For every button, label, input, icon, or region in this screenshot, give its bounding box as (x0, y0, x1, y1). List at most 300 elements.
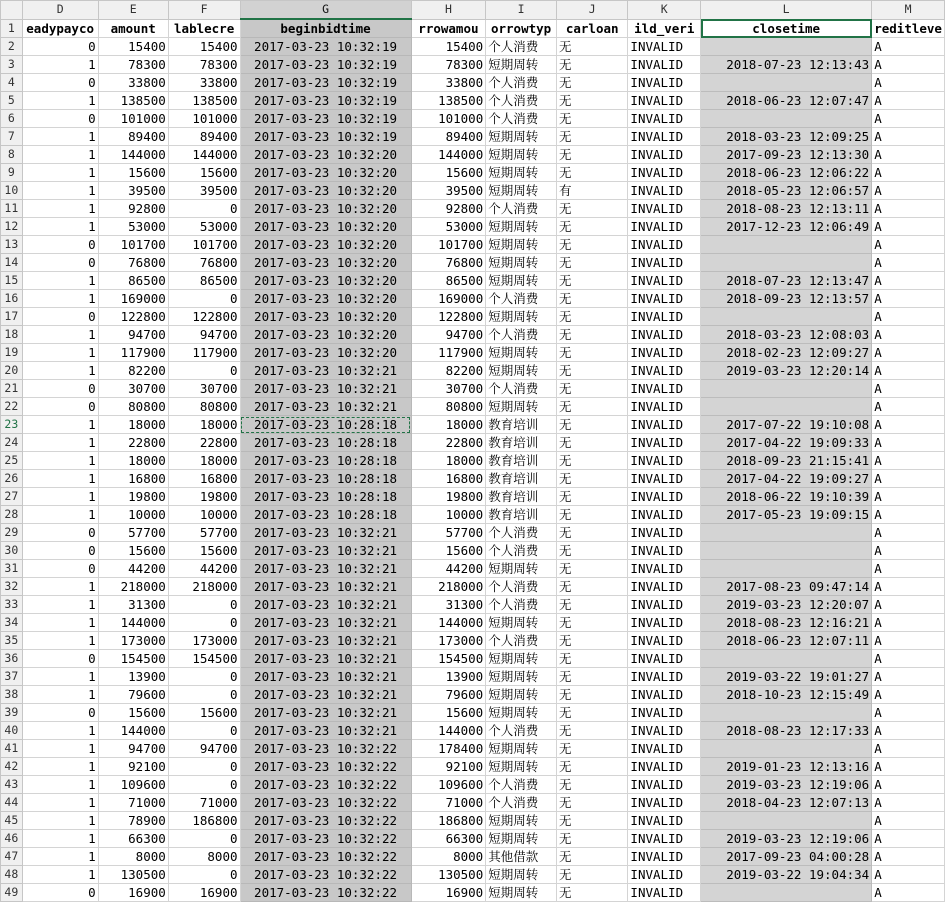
cell-F-36[interactable]: 154500 (168, 650, 240, 668)
cell-F-32[interactable]: 218000 (168, 578, 240, 596)
row-number[interactable]: 41 (1, 740, 23, 758)
cell-G-13[interactable]: 2017-03-23 10:32:20 (240, 236, 411, 254)
cell-H-49[interactable]: 16900 (411, 884, 486, 902)
cell-E-43[interactable]: 109600 (98, 776, 168, 794)
cell-M-47[interactable]: A (872, 848, 945, 866)
cell-E-5[interactable]: 138500 (98, 92, 168, 110)
cell-H-21[interactable]: 30700 (411, 380, 486, 398)
cell-D-11[interactable]: 1 (22, 200, 98, 218)
cell-M-29[interactable]: A (872, 524, 945, 542)
cell-K-34[interactable]: INVALID (628, 614, 701, 632)
cell-K-29[interactable]: INVALID (628, 524, 701, 542)
cell-D-34[interactable]: 1 (22, 614, 98, 632)
cell-I-23[interactable]: 教育培训 (486, 416, 557, 434)
column-header-M[interactable]: M (872, 1, 945, 20)
cell-E-3[interactable]: 78300 (98, 56, 168, 74)
cell-F-40[interactable]: 0 (168, 722, 240, 740)
cell-D-21[interactable]: 0 (22, 380, 98, 398)
cell-L-33[interactable]: 2019-03-23 12:20:07 (701, 596, 872, 614)
cell-E-25[interactable]: 18000 (98, 452, 168, 470)
cell-G-5[interactable]: 2017-03-23 10:32:19 (240, 92, 411, 110)
cell-E-17[interactable]: 122800 (98, 308, 168, 326)
row-number[interactable]: 4 (1, 74, 23, 92)
cell-G-47[interactable]: 2017-03-23 10:32:22 (240, 848, 411, 866)
cell-M-14[interactable]: A (872, 254, 945, 272)
cell-K-18[interactable]: INVALID (628, 326, 701, 344)
cell-G-39[interactable]: 2017-03-23 10:32:21 (240, 704, 411, 722)
cell-D-17[interactable]: 0 (22, 308, 98, 326)
cell-K-4[interactable]: INVALID (628, 74, 701, 92)
cell-H-36[interactable]: 154500 (411, 650, 486, 668)
cell-J-46[interactable]: 无 (556, 830, 627, 848)
cell-G-43[interactable]: 2017-03-23 10:32:22 (240, 776, 411, 794)
cell-I-16[interactable]: 个人消费 (486, 290, 557, 308)
cell-G-21[interactable]: 2017-03-23 10:32:21 (240, 380, 411, 398)
cell-K-47[interactable]: INVALID (628, 848, 701, 866)
cell-G-29[interactable]: 2017-03-23 10:32:21 (240, 524, 411, 542)
cell-K-39[interactable]: INVALID (628, 704, 701, 722)
cell-H-38[interactable]: 79600 (411, 686, 486, 704)
cell-F-6[interactable]: 101000 (168, 110, 240, 128)
cell-G-38[interactable]: 2017-03-23 10:32:21 (240, 686, 411, 704)
cell-E-45[interactable]: 78900 (98, 812, 168, 830)
cell-M-11[interactable]: A (872, 200, 945, 218)
cell-I-7[interactable]: 短期周转 (486, 128, 557, 146)
cell-H-32[interactable]: 218000 (411, 578, 486, 596)
cell-D-49[interactable]: 0 (22, 884, 98, 902)
cell-M-32[interactable]: A (872, 578, 945, 596)
cell-K-20[interactable]: INVALID (628, 362, 701, 380)
cell-I-31[interactable]: 短期周转 (486, 560, 557, 578)
cell-D-35[interactable]: 1 (22, 632, 98, 650)
cell-F-19[interactable]: 117900 (168, 344, 240, 362)
cell-H-4[interactable]: 33800 (411, 74, 486, 92)
cell-F-24[interactable]: 22800 (168, 434, 240, 452)
cell-F-12[interactable]: 53000 (168, 218, 240, 236)
cell-D-37[interactable]: 1 (22, 668, 98, 686)
cell-K-13[interactable]: INVALID (628, 236, 701, 254)
cell-L-25[interactable]: 2018-09-23 21:15:41 (701, 452, 872, 470)
cell-M-7[interactable]: A (872, 128, 945, 146)
cell-K-46[interactable]: INVALID (628, 830, 701, 848)
cell-H-5[interactable]: 138500 (411, 92, 486, 110)
cell-M-41[interactable]: A (872, 740, 945, 758)
cell-K-24[interactable]: INVALID (628, 434, 701, 452)
cell-K-11[interactable]: INVALID (628, 200, 701, 218)
cell-J-5[interactable]: 无 (556, 92, 627, 110)
cell-F-37[interactable]: 0 (168, 668, 240, 686)
cell-G-19[interactable]: 2017-03-23 10:32:20 (240, 344, 411, 362)
row-number[interactable]: 27 (1, 488, 23, 506)
cell-L-46[interactable]: 2019-03-23 12:19:06 (701, 830, 872, 848)
cell-G-26[interactable]: 2017-03-23 10:28:18 (240, 470, 411, 488)
cell-G-49[interactable]: 2017-03-23 10:32:22 (240, 884, 411, 902)
cell-H-42[interactable]: 92100 (411, 758, 486, 776)
column-header-H[interactable]: H (411, 1, 486, 20)
cell-F-30[interactable]: 15600 (168, 542, 240, 560)
cell-L-39[interactable] (701, 704, 872, 722)
cell-K-35[interactable]: INVALID (628, 632, 701, 650)
cell-H-14[interactable]: 76800 (411, 254, 486, 272)
cell-L-12[interactable]: 2017-12-23 12:06:49 (701, 218, 872, 236)
cell-G-33[interactable]: 2017-03-23 10:32:21 (240, 596, 411, 614)
cell-K-8[interactable]: INVALID (628, 146, 701, 164)
cell-H-8[interactable]: 144000 (411, 146, 486, 164)
cell-M-33[interactable]: A (872, 596, 945, 614)
row-number[interactable]: 34 (1, 614, 23, 632)
cell-D-38[interactable]: 1 (22, 686, 98, 704)
cell-G-25[interactable]: 2017-03-23 10:28:18 (240, 452, 411, 470)
cell-L-7[interactable]: 2018-03-23 12:09:25 (701, 128, 872, 146)
cell-I-36[interactable]: 短期周转 (486, 650, 557, 668)
cell-E-22[interactable]: 80800 (98, 398, 168, 416)
cell-I-43[interactable]: 个人消费 (486, 776, 557, 794)
cell-J-4[interactable]: 无 (556, 74, 627, 92)
cell-F-22[interactable]: 80800 (168, 398, 240, 416)
cell-I-42[interactable]: 短期周转 (486, 758, 557, 776)
cell-L-21[interactable] (701, 380, 872, 398)
cell-D-2[interactable]: 0 (22, 38, 98, 56)
cell-E-32[interactable]: 218000 (98, 578, 168, 596)
cell-E-26[interactable]: 16800 (98, 470, 168, 488)
cell-M-16[interactable]: A (872, 290, 945, 308)
cell-F-18[interactable]: 94700 (168, 326, 240, 344)
cell-M-45[interactable]: A (872, 812, 945, 830)
cell-D-26[interactable]: 1 (22, 470, 98, 488)
cell-D-46[interactable]: 1 (22, 830, 98, 848)
cell-L-36[interactable] (701, 650, 872, 668)
cell-K-31[interactable]: INVALID (628, 560, 701, 578)
cell-H-28[interactable]: 10000 (411, 506, 486, 524)
cell-H-48[interactable]: 130500 (411, 866, 486, 884)
cell-M-8[interactable]: A (872, 146, 945, 164)
cell-F-17[interactable]: 122800 (168, 308, 240, 326)
cell-M-31[interactable]: A (872, 560, 945, 578)
cell-F-13[interactable]: 101700 (168, 236, 240, 254)
cell-E-38[interactable]: 79600 (98, 686, 168, 704)
cell-M-30[interactable]: A (872, 542, 945, 560)
cell-K-21[interactable]: INVALID (628, 380, 701, 398)
cell-D-19[interactable]: 1 (22, 344, 98, 362)
cell-I-9[interactable]: 短期周转 (486, 164, 557, 182)
cell-E-21[interactable]: 30700 (98, 380, 168, 398)
cell-F-9[interactable]: 15600 (168, 164, 240, 182)
cell-I-5[interactable]: 个人消费 (486, 92, 557, 110)
cell-I-45[interactable]: 短期周转 (486, 812, 557, 830)
cell-L-5[interactable]: 2018-06-23 12:07:47 (701, 92, 872, 110)
cell-K-5[interactable]: INVALID (628, 92, 701, 110)
cell-M-9[interactable]: A (872, 164, 945, 182)
cell-J-18[interactable]: 无 (556, 326, 627, 344)
cell-H-10[interactable]: 39500 (411, 182, 486, 200)
cell-F-45[interactable]: 186800 (168, 812, 240, 830)
column-header-D[interactable]: D (22, 1, 98, 20)
cell-H-29[interactable]: 57700 (411, 524, 486, 542)
row-number[interactable]: 17 (1, 308, 23, 326)
cell-J-41[interactable]: 无 (556, 740, 627, 758)
cell-H-18[interactable]: 94700 (411, 326, 486, 344)
cell-L-17[interactable] (701, 308, 872, 326)
cell-K-28[interactable]: INVALID (628, 506, 701, 524)
row-number[interactable]: 38 (1, 686, 23, 704)
cell-E-48[interactable]: 130500 (98, 866, 168, 884)
cell-H-41[interactable]: 178400 (411, 740, 486, 758)
row-number[interactable]: 44 (1, 794, 23, 812)
cell-G-14[interactable]: 2017-03-23 10:32:20 (240, 254, 411, 272)
cell-G-2[interactable]: 2017-03-23 10:32:19 (240, 38, 411, 56)
select-all-corner[interactable] (1, 1, 23, 20)
cell-J-24[interactable]: 无 (556, 434, 627, 452)
cell-M-18[interactable]: A (872, 326, 945, 344)
cell-H-2[interactable]: 15400 (411, 38, 486, 56)
cell-J-35[interactable]: 无 (556, 632, 627, 650)
cell-F-10[interactable]: 39500 (168, 182, 240, 200)
cell-F-11[interactable]: 0 (168, 200, 240, 218)
cell-F-27[interactable]: 19800 (168, 488, 240, 506)
cell-H-13[interactable]: 101700 (411, 236, 486, 254)
row-number[interactable]: 9 (1, 164, 23, 182)
cell-H-47[interactable]: 8000 (411, 848, 486, 866)
row-number[interactable]: 47 (1, 848, 23, 866)
cell-F-7[interactable]: 89400 (168, 128, 240, 146)
cell-L-3[interactable]: 2018-07-23 12:13:43 (701, 56, 872, 74)
cell-G-20[interactable]: 2017-03-23 10:32:21 (240, 362, 411, 380)
cell-F-14[interactable]: 76800 (168, 254, 240, 272)
cell-J-9[interactable]: 无 (556, 164, 627, 182)
row-number[interactable]: 16 (1, 290, 23, 308)
cell-E-16[interactable]: 169000 (98, 290, 168, 308)
cell-D-42[interactable]: 1 (22, 758, 98, 776)
cell-J-23[interactable]: 无 (556, 416, 627, 434)
cell-D-45[interactable]: 1 (22, 812, 98, 830)
cell-G-40[interactable]: 2017-03-23 10:32:21 (240, 722, 411, 740)
cell-K-25[interactable]: INVALID (628, 452, 701, 470)
cell-E-49[interactable]: 16900 (98, 884, 168, 902)
cell-D-39[interactable]: 0 (22, 704, 98, 722)
cell-I-25[interactable]: 教育培训 (486, 452, 557, 470)
cell-M-26[interactable]: A (872, 470, 945, 488)
cell-L-15[interactable]: 2018-07-23 12:13:47 (701, 272, 872, 290)
cell-J-22[interactable]: 无 (556, 398, 627, 416)
cell-M-35[interactable]: A (872, 632, 945, 650)
row-number[interactable]: 33 (1, 596, 23, 614)
row-number[interactable]: 15 (1, 272, 23, 290)
cell-H-7[interactable]: 89400 (411, 128, 486, 146)
cell-K-19[interactable]: INVALID (628, 344, 701, 362)
cell-D-43[interactable]: 1 (22, 776, 98, 794)
row-number[interactable]: 42 (1, 758, 23, 776)
cell-I-39[interactable]: 短期周转 (486, 704, 557, 722)
cell-K-42[interactable]: INVALID (628, 758, 701, 776)
cell-J-2[interactable]: 无 (556, 38, 627, 56)
cell-L-9[interactable]: 2018-06-23 12:06:22 (701, 164, 872, 182)
cell-H-3[interactable]: 78300 (411, 56, 486, 74)
cell-J-19[interactable]: 无 (556, 344, 627, 362)
cell-I-3[interactable]: 短期周转 (486, 56, 557, 74)
cell-G-17[interactable]: 2017-03-23 10:32:20 (240, 308, 411, 326)
cell-M-28[interactable]: A (872, 506, 945, 524)
cell-G-11[interactable]: 2017-03-23 10:32:20 (240, 200, 411, 218)
cell-E-39[interactable]: 15600 (98, 704, 168, 722)
cell-M-34[interactable]: A (872, 614, 945, 632)
cell-D-14[interactable]: 0 (22, 254, 98, 272)
cell-G-31[interactable]: 2017-03-23 10:32:21 (240, 560, 411, 578)
cell-F-2[interactable]: 15400 (168, 38, 240, 56)
cell-E-41[interactable]: 94700 (98, 740, 168, 758)
cell-I-22[interactable]: 短期周转 (486, 398, 557, 416)
cell-L-30[interactable] (701, 542, 872, 560)
cell-M-19[interactable]: A (872, 344, 945, 362)
cell-G-9[interactable]: 2017-03-23 10:32:20 (240, 164, 411, 182)
cell-M-22[interactable]: A (872, 398, 945, 416)
cell-I-13[interactable]: 短期周转 (486, 236, 557, 254)
cell-E-40[interactable]: 144000 (98, 722, 168, 740)
cell-M-43[interactable]: A (872, 776, 945, 794)
cell-E-8[interactable]: 144000 (98, 146, 168, 164)
row-number[interactable]: 32 (1, 578, 23, 596)
cell-D-30[interactable]: 0 (22, 542, 98, 560)
cell-H-15[interactable]: 86500 (411, 272, 486, 290)
cell-I-18[interactable]: 个人消费 (486, 326, 557, 344)
cell-E-7[interactable]: 89400 (98, 128, 168, 146)
cell-E-47[interactable]: 8000 (98, 848, 168, 866)
cell-M-48[interactable]: A (872, 866, 945, 884)
cell-L-22[interactable] (701, 398, 872, 416)
cell-D-33[interactable]: 1 (22, 596, 98, 614)
cell-K-43[interactable]: INVALID (628, 776, 701, 794)
cell-F-43[interactable]: 0 (168, 776, 240, 794)
cell-G-42[interactable]: 2017-03-23 10:32:22 (240, 758, 411, 776)
cell-M-40[interactable]: A (872, 722, 945, 740)
cell-I-46[interactable]: 短期周转 (486, 830, 557, 848)
cell-K-3[interactable]: INVALID (628, 56, 701, 74)
cell-I-4[interactable]: 个人消费 (486, 74, 557, 92)
cell-G-44[interactable]: 2017-03-23 10:32:22 (240, 794, 411, 812)
cell-K-6[interactable]: INVALID (628, 110, 701, 128)
cell-G-7[interactable]: 2017-03-23 10:32:19 (240, 128, 411, 146)
column-header-F[interactable]: F (168, 1, 240, 20)
cell-G-46[interactable]: 2017-03-23 10:32:22 (240, 830, 411, 848)
cell-G-48[interactable]: 2017-03-23 10:32:22 (240, 866, 411, 884)
cell-F-33[interactable]: 0 (168, 596, 240, 614)
column-header-J[interactable]: J (556, 1, 627, 20)
cell-I-44[interactable]: 个人消费 (486, 794, 557, 812)
cell-F-31[interactable]: 44200 (168, 560, 240, 578)
cell-F-26[interactable]: 16800 (168, 470, 240, 488)
cell-F-16[interactable]: 0 (168, 290, 240, 308)
cell-H-11[interactable]: 92800 (411, 200, 486, 218)
row-number[interactable]: 40 (1, 722, 23, 740)
cell-F-28[interactable]: 10000 (168, 506, 240, 524)
cell-I-2[interactable]: 个人消费 (486, 38, 557, 56)
cell-I-17[interactable]: 短期周转 (486, 308, 557, 326)
cell-F-38[interactable]: 0 (168, 686, 240, 704)
row-number[interactable]: 24 (1, 434, 23, 452)
cell-D-6[interactable]: 0 (22, 110, 98, 128)
cell-H-30[interactable]: 15600 (411, 542, 486, 560)
cell-I-35[interactable]: 个人消费 (486, 632, 557, 650)
cell-J-32[interactable]: 无 (556, 578, 627, 596)
cell-L-16[interactable]: 2018-09-23 12:13:57 (701, 290, 872, 308)
cell-E-10[interactable]: 39500 (98, 182, 168, 200)
cell-E-29[interactable]: 57700 (98, 524, 168, 542)
cell-K-26[interactable]: INVALID (628, 470, 701, 488)
cell-M-10[interactable]: A (872, 182, 945, 200)
cell-I-37[interactable]: 短期周转 (486, 668, 557, 686)
cell-K-33[interactable]: INVALID (628, 596, 701, 614)
cell-M-25[interactable]: A (872, 452, 945, 470)
cell-H-34[interactable]: 144000 (411, 614, 486, 632)
cell-G-10[interactable]: 2017-03-23 10:32:20 (240, 182, 411, 200)
row-number[interactable]: 35 (1, 632, 23, 650)
cell-E-31[interactable]: 44200 (98, 560, 168, 578)
cell-H-43[interactable]: 109600 (411, 776, 486, 794)
cell-K-10[interactable]: INVALID (628, 182, 701, 200)
cell-D-3[interactable]: 1 (22, 56, 98, 74)
cell-D-28[interactable]: 1 (22, 506, 98, 524)
cell-F-44[interactable]: 71000 (168, 794, 240, 812)
cell-I-32[interactable]: 个人消费 (486, 578, 557, 596)
cell-K-38[interactable]: INVALID (628, 686, 701, 704)
row-number[interactable]: 30 (1, 542, 23, 560)
cell-D-8[interactable]: 1 (22, 146, 98, 164)
cell-D-20[interactable]: 1 (22, 362, 98, 380)
row-number[interactable]: 5 (1, 92, 23, 110)
cell-H-20[interactable]: 82200 (411, 362, 486, 380)
cell-L-2[interactable] (701, 38, 872, 56)
cell-G-18[interactable]: 2017-03-23 10:32:20 (240, 326, 411, 344)
field-header-cell[interactable]: closetime (701, 19, 872, 38)
cell-G-28[interactable]: 2017-03-23 10:28:18 (240, 506, 411, 524)
cell-L-44[interactable]: 2018-04-23 12:07:13 (701, 794, 872, 812)
cell-H-35[interactable]: 173000 (411, 632, 486, 650)
cell-L-6[interactable] (701, 110, 872, 128)
cell-L-31[interactable] (701, 560, 872, 578)
cell-H-44[interactable]: 71000 (411, 794, 486, 812)
cell-G-41[interactable]: 2017-03-23 10:32:22 (240, 740, 411, 758)
cell-I-8[interactable]: 短期周转 (486, 146, 557, 164)
cell-F-29[interactable]: 57700 (168, 524, 240, 542)
cell-M-49[interactable]: A (872, 884, 945, 902)
cell-E-34[interactable]: 144000 (98, 614, 168, 632)
cell-D-16[interactable]: 1 (22, 290, 98, 308)
cell-H-24[interactable]: 22800 (411, 434, 486, 452)
cell-F-42[interactable]: 0 (168, 758, 240, 776)
cell-L-8[interactable]: 2017-09-23 12:13:30 (701, 146, 872, 164)
cell-I-14[interactable]: 短期周转 (486, 254, 557, 272)
cell-L-41[interactable] (701, 740, 872, 758)
cell-I-49[interactable]: 短期周转 (486, 884, 557, 902)
cell-M-44[interactable]: A (872, 794, 945, 812)
cell-F-15[interactable]: 86500 (168, 272, 240, 290)
cell-M-6[interactable]: A (872, 110, 945, 128)
cell-E-2[interactable]: 15400 (98, 38, 168, 56)
cell-J-40[interactable]: 无 (556, 722, 627, 740)
cell-E-9[interactable]: 15600 (98, 164, 168, 182)
cell-J-36[interactable]: 无 (556, 650, 627, 668)
cell-E-30[interactable]: 15600 (98, 542, 168, 560)
cell-L-42[interactable]: 2019-01-23 12:13:16 (701, 758, 872, 776)
cell-D-13[interactable]: 0 (22, 236, 98, 254)
cell-J-42[interactable]: 无 (556, 758, 627, 776)
cell-L-32[interactable]: 2017-08-23 09:47:14 (701, 578, 872, 596)
cell-J-45[interactable]: 无 (556, 812, 627, 830)
column-header-L[interactable]: L (701, 1, 872, 20)
cell-I-27[interactable]: 教育培训 (486, 488, 557, 506)
cell-J-7[interactable]: 无 (556, 128, 627, 146)
column-header-I[interactable]: I (486, 1, 557, 20)
row-number[interactable]: 39 (1, 704, 23, 722)
